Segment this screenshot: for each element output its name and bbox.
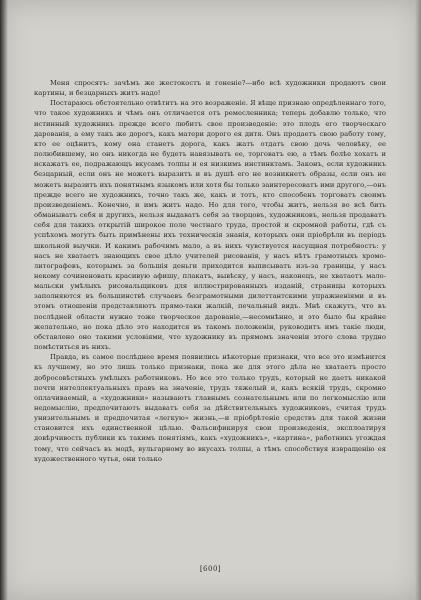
page-binding-shadow (0, 0, 8, 600)
paragraph: Постараюсь обстоятельно отвѣтитъ на это возраженіе. Я вѣще признаю опредѣленнаго того, что такое художникъ и чѣмъ онъ отличается отъ ремесленника; теперь добавлю только, что истинный художникъ прежде всего любитъ свое произведеніе: это плодъ его творческаго дарованія, а ему такъ же дорогъ, какъ матери дорого ея дитя. Онъ продаетъ свою работу тому, кто ее оцѣнитъ, кому она станетъ дорога, какъ жатъ отдатъ свою дочь человѣку, ее полюбившему, но онъ никогда не будетъ навязыватъ ее, торговатъ ею, а тѣмъ болѣе хохатъ и искажатъ ее, подражающъ вкусамъ толпы и ея низкимъ инстинктамъ. Законъ, если художникъ безцарный, если онъ не можетъ выразитъ и въ душѣ его не возникнетъ образы, если онъ не можетъ выразитъ ихъ понятнымъ языкомъ или хотя бы только заинтересоватъ ими другого,—онъ прежде всего не художникъ, точно такъ же, какъ и тотъ, кто способенъ торговатъ своимъ произведеніемъ. Конечно, и имъ житъ надо. Но для того, чтобы житъ, нельзя во всѣ бить обманыватъ себя и другихъ, нельзя выдаватъ себя за творцовъ, художниковъ, нельзя продаватъ себя для такихъ открытій широкое поле честнаго труда, простой и скромной работы, гдѣ съ успѣхомъ могутъ быть примѣнены ихъ техническія знанія, которыхъ они пріобрѣли въ періодъ школьной выучки. И какимъ рабочимъ мало, а въ нихъ чувствуется насущная потребностъ: у насъ не хватаетъ знающихъ свое дѣло учителей рисованія, у насъ нѣтъ грамотныхъ хромо-литографовъ, которымъ за большія деньги приходится выписыватъ изъ-за границы, у насъ некому сочиненовать красивую афишу, плакатъ, вывѣску, у насъ, наконецъ, не хватаетъ мало-мальски умѣлыхъ рисовальщиковъ для иллюстрированныхъ изданій, страницы которыхъ заполняются въ большинствѣ случаевъ безграмотными дилеттантскими упражненіями и въ этомъ отношеніи представляютъ прямо-таки жалкій, печальный видъ. Мнѣ скажутъ, что въ послѣдней области нужно тоже творческое дарованіе,—несомнѣнно, и это было бы крайне желательно, но пока дѣло это находится въ такомъ положеніи, руководитъ имъ такіе люди, обставлено оно такими условіями, что художнику въ прямомъ значеніи этого слова трудно помѣститься въ нихъ. (34, 99, 386, 352)
body-text (34, 78, 386, 556)
paragraph: Меня спросятъ: зачѣмъ же жестокостъ и гоненіе?—ибо всѣ художники продаютъ свои картины, и безцарныхъ житъ надо! (34, 79, 386, 98)
paragraph: Правда, въ самое послѣднее время появились нѣкоторые признаки, что все это измѣнится къ лучшему, но это лишь только признаки, пока же для этого дѣла не хватаетъ просто добросовѣстныхъ умѣлыхъ работниковъ. Но все это только трудъ, который не даетъ никакой почти интеллектуальныхъ правъ на значеніе, трудъ тяжелый и, какъ всякій трудъ, скромно оплачиваемый, а «художники» называютъ главнымъ сознательнымъ или по легкомыслію или недомыслію, предпочитаютъ выдаватъ себя за дѣйствительныхъ художниковъ, считая трудъ унизительнымъ и предпочитая «легкую» жизнь,—и пріобрѣтеніе средствъ для такой жизни становится ихъ единственной цѣлью. Фальсификируя свои произведенія, эксплоатируя довѣрчивость публики къ такимъ понятіямъ, какъ «художникъ», «картина», работникъ угождая тому, что сейчасъ въ модѣ, вульгарному во вкусахъ толпы, а тѣмъ способствуя извращенію ея художественного чутья, они только (34, 353, 386, 463)
page-edge-shadow (415, 0, 421, 600)
page-number: [600] (199, 565, 222, 573)
